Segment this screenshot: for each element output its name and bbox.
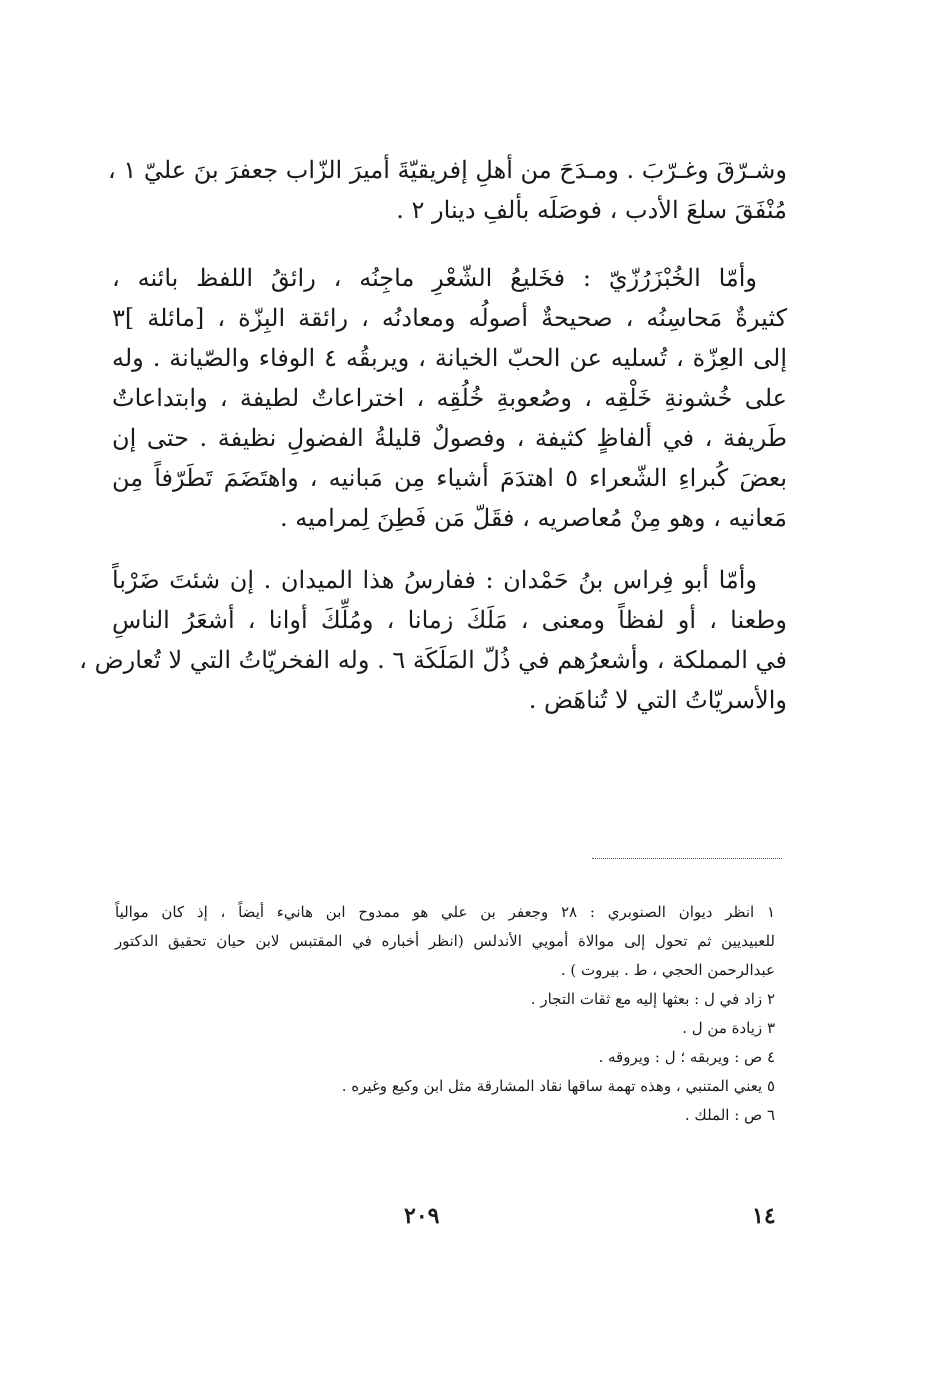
text-line: مَعانيه ، وهو مِنْ مُعاصريه ، فقَلّ مَن فَطِنَ لِمراميه . <box>279 504 787 532</box>
text-line: بعضَ كُبراءِ الشّعراء ٥ اهتدَمَ أشياء مِن مَبانيه ، واهتَضَمَ تَطَرّفاً مِن <box>112 464 787 492</box>
text-line: على خُشونةِ خَلْقِه ، وصُعوبةِ خُلُقِه ، اختراعاتٌ لطيفة ، وابتداعاتٌ <box>112 384 787 412</box>
footnote-6: ٦ ص : الملك . <box>684 1106 775 1124</box>
footnote-separator <box>592 858 782 859</box>
footnote-2: ٢ زاد في ل : بعثها إليه مع ثقات التجار . <box>530 990 775 1008</box>
footnotes <box>115 898 775 1130</box>
paragraph-3 <box>79 560 787 720</box>
text-line: كثيرةٌ مَحاسِنُه ، صحيحةٌ أصولُه ومعادنُه ، رائقة البِزّة ، [مائلة ]٣ <box>112 304 787 332</box>
text-line: وأمّا أبو فِراس بنُ حَمْدان : ففارسُ هذا الميدان . إن شئتَ ضَرْباً <box>112 566 757 594</box>
footnote-1-continued: عبدالرحمن الحجي ، ط . بيروت ) . <box>560 961 775 979</box>
footnote-3: ٣ زيادة من ل . <box>682 1019 775 1037</box>
footnote-1-continued: للعبيديين ثم تحول إلى موالاة أمويي الأندلس (انظر أخباره في المقتبس لابن حيان تحقيق الدكتور <box>115 932 775 950</box>
footnote-1: ١ انظر ديوان الصنوبري : ٢٨ وجعفر بن علي هو ممدوح ابن هانيء أيضاً ، إذ كان موالياً <box>115 903 776 921</box>
main-text <box>79 150 787 742</box>
page-number: ٢٠٩ <box>404 1203 440 1229</box>
paragraph-1 <box>107 150 787 230</box>
text-line: مُنْفَقَ سلعَ الأدب ، فوصَلَه بألفِ دينار ٢ . <box>396 196 787 224</box>
text-line: وأمّا الخُبْزَرُزّيّ : فخَليعُ الشّعْرِ ماجِنُه ، رائقُ اللفظ بائنه ، <box>112 264 757 292</box>
footnote-5: ٥ يعني المتنبي ، وهذه تهمة ساقها نقاد المشارقة مثل ابن وكيع وغيره . <box>341 1077 775 1095</box>
signature-number: ١٤ <box>752 1203 776 1229</box>
footnote-4: ٤ ص : ويربقه ؛ ل : ويروقه . <box>598 1048 775 1066</box>
text-line: إلى العِزّة ، تُسليه عن الحبّ الخيانة ، ويربقُه ٤ الوفاء والصّيانة . وله <box>112 344 787 372</box>
text-line: وشـرّقَ وغـرّبَ . ومـدَحَ من أهلِ إفريقيّةَ أميرَ الزّاب جعفرَ بنَ عليّ ١ ، <box>107 156 787 184</box>
text-line: والأسريّاتُ التي لا تُناهَض . <box>528 686 787 714</box>
text-line: وطعنا ، أو لفظاً ومعنى ، مَلَكَ زمانا ، ومُلِّكَ أوانا ، أشعَرُ الناسِ <box>112 606 787 634</box>
text-line: في المملكة ، وأشعرُهم في ذُلّ المَلَكَة ٦ . وله الفخريّاتُ التي لا تُعارض ، <box>79 646 787 674</box>
text-line: طَريفة ، في ألفاظٍ كثيفة ، وفصولٌ قليلةُ الفضولِ نظيفة . حتى إن <box>112 424 787 452</box>
paragraph-2 <box>112 258 787 538</box>
